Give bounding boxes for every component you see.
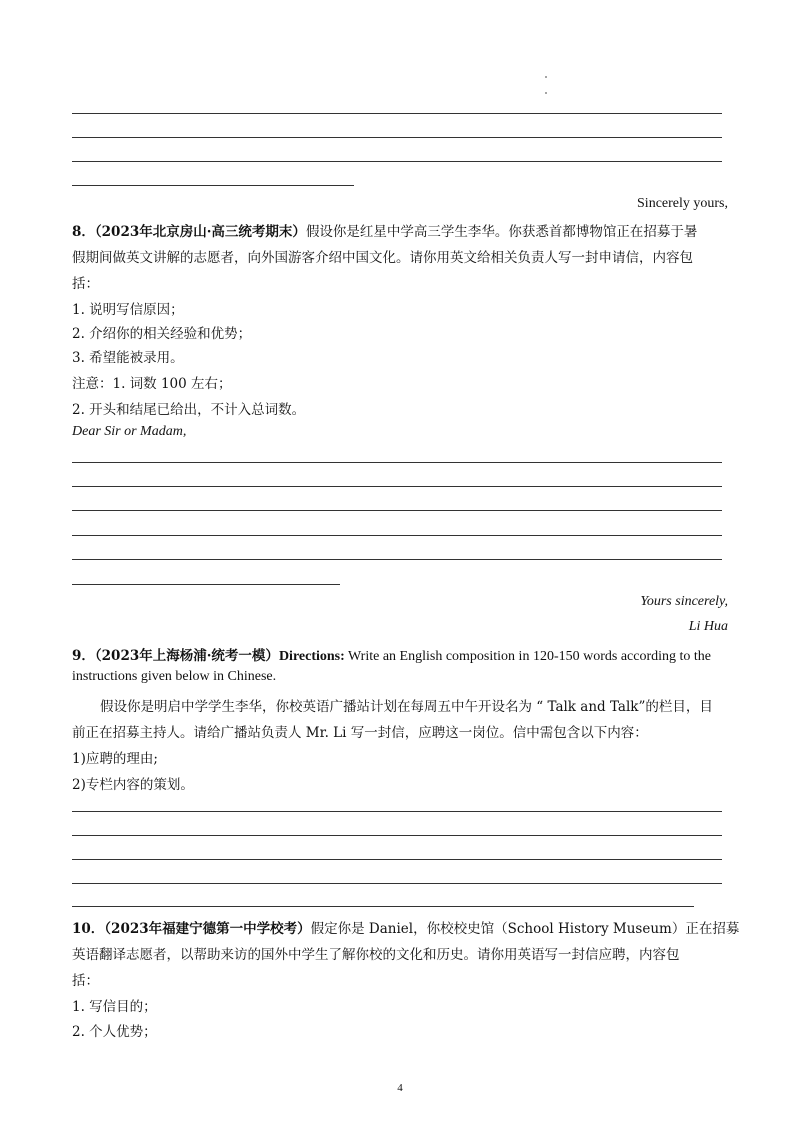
writing-line xyxy=(72,486,722,487)
writing-line xyxy=(72,462,722,463)
writing-line xyxy=(72,185,354,186)
writing-line xyxy=(72,859,722,860)
list-item: 2)专栏内容的策划。 xyxy=(72,777,194,793)
question-source: （2023年福建宁德第一中学校考） xyxy=(104,921,311,937)
salutation: Dear Sir or Madam, xyxy=(72,424,187,439)
list-item: 2. 个人优势； xyxy=(72,1024,157,1040)
note-line: 2. 开头和结尾已给出，不计入总词数。 xyxy=(72,402,306,418)
question-prompt-line: 英语翻译志愿者，以帮助来访的国外中学生了解你校的文化和历史。请你用英语写一封信应聘，内容包 xyxy=(72,947,680,963)
question-number: 9． xyxy=(72,648,95,664)
question-prompt: 假定你是 Daniel，你校校史馆（School History Museum）正在招募 xyxy=(310,921,740,937)
question-paragraph-line: 假设你是明启中学学生李华，你校英语广播站计划在每周五中午开设名为 “ Talk and Talk”的栏目，目 xyxy=(100,699,713,715)
question-prompt: 假设你是红星中学高三学生李华。你获悉首都博物馆正在招募于暑 xyxy=(305,224,698,240)
question-prompt-line: 括： xyxy=(72,276,99,292)
question-source: （2023年上海杨浦·统考一模） xyxy=(94,648,279,664)
writing-line xyxy=(72,584,340,585)
question-prompt-line: 括： xyxy=(72,973,99,989)
writing-line xyxy=(72,559,722,560)
question-8-header xyxy=(72,220,697,240)
list-item: 1. 写信目的； xyxy=(72,999,157,1015)
signature: Li Hua xyxy=(688,619,728,634)
writing-line xyxy=(72,906,694,907)
question-paragraph-line: 前正在招募主持人。请给广播站负责人 Mr. Li 写一封信，应聘这一岗位。信中需包含以下内容： xyxy=(72,725,648,741)
question-source: （2023年北京房山·高三统考期末） xyxy=(94,224,306,240)
writing-line xyxy=(72,883,722,884)
writing-line xyxy=(72,535,722,536)
writing-line xyxy=(72,113,722,114)
list-item: 2. 介绍你的相关经验和优势； xyxy=(72,326,252,342)
writing-line xyxy=(72,137,722,138)
writing-line xyxy=(72,811,722,812)
directions-label: Directions: xyxy=(278,649,345,664)
scan-mark xyxy=(545,92,547,94)
directions-text: Write an English composition in 120-150 words according to the xyxy=(344,649,712,664)
note-line: 注意：1. 词数 100 左右； xyxy=(72,376,232,392)
closing-line: Sincerely yours, xyxy=(637,196,728,211)
scan-mark xyxy=(545,76,547,78)
question-9-header xyxy=(72,644,711,665)
writing-line xyxy=(72,510,722,511)
list-item: 1)应聘的理由; xyxy=(72,751,158,767)
closing-line: Yours sincerely, xyxy=(640,594,728,609)
writing-line xyxy=(72,161,722,162)
question-10-header xyxy=(72,917,739,937)
list-item: 3. 希望能被录用。 xyxy=(72,350,184,366)
directions-text: instructions given below in Chinese. xyxy=(72,669,277,684)
question-number: 8． xyxy=(72,224,95,240)
list-item: 1. 说明写信原因； xyxy=(72,302,184,318)
page-number: 4 xyxy=(397,1082,403,1094)
question-prompt-line: 假期间做英文讲解的志愿者，向外国游客介绍中国文化。请你用英文给相关负责人写一封申请信，内容包 xyxy=(72,250,693,266)
question-number: 10． xyxy=(72,921,105,937)
writing-line xyxy=(72,835,722,836)
